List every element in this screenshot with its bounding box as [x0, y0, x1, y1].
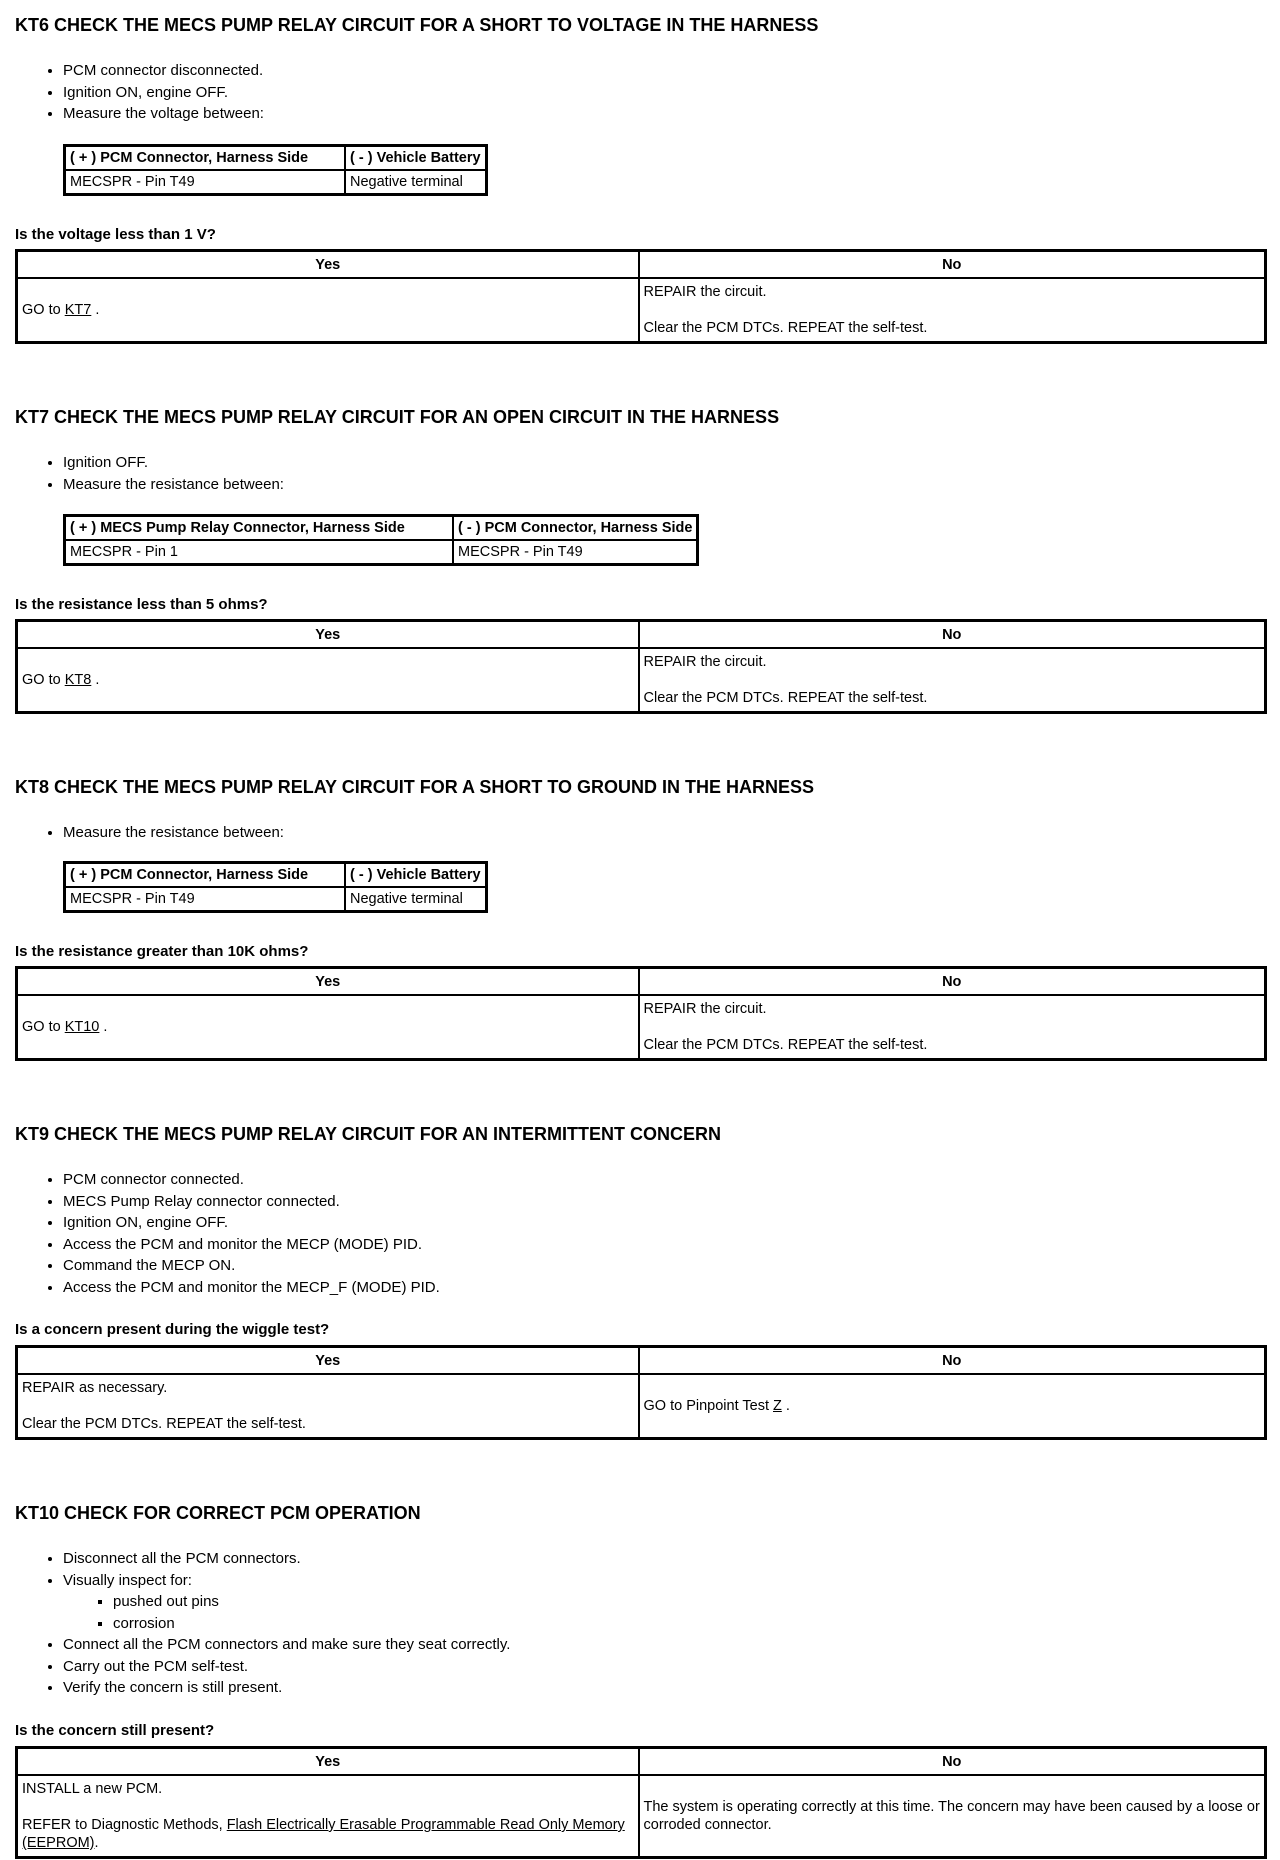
list-item: • Command the MECP ON.: [63, 1255, 440, 1277]
list-item: • PCM connector connected.: [63, 1169, 440, 1191]
no-cell: GO to Pinpoint Test Z .: [639, 1374, 1266, 1439]
yes-no-table: [15, 1746, 1267, 1859]
step-list: [15, 1169, 440, 1298]
section-title: KT7 CHECK THE MECS PUMP RELAY CIRCUIT FOR AN OPEN CIRCUIT IN THE HARNESS: [15, 407, 780, 427]
yes-header: Yes: [17, 1748, 639, 1776]
no-cell: The system is operating correctly at this time. The concern may have been caused by a loose or corroded connector.: [639, 1775, 1266, 1858]
meas-value-negative: MECSPR - Pin T49: [453, 540, 698, 565]
list-item: • Access the PCM and monitor the MECP (MODE) PID.: [63, 1234, 440, 1256]
measurement-table: [63, 514, 699, 566]
yes-no-table: [15, 619, 1267, 714]
sub-list-item: ▪ corrosion: [113, 1613, 510, 1635]
pinpoint-test-z-link[interactable]: Z: [773, 1398, 782, 1414]
eeprom-flash-link[interactable]: Flash Electrically Erasable Programmable Read Only Memory (EEPROM): [22, 1817, 625, 1851]
yes-header: Yes: [17, 968, 639, 996]
section-title: KT8 CHECK THE MECS PUMP RELAY CIRCUIT FOR A SHORT TO GROUND IN THE HARNESS: [15, 777, 815, 797]
no-header: No: [639, 251, 1266, 279]
yes-cell: GO to KT10 .: [17, 995, 639, 1060]
question: Is the resistance less than 5 ohms?: [15, 596, 268, 613]
yes-cell: INSTALL a new PCM. REFER to Diagnostic Methods, Flash Electrically Erasable Programmable Read Only Memory (EEPROM).: [17, 1775, 639, 1858]
meas-header-negative: ( - ) Vehicle Battery: [345, 863, 486, 888]
yes-header: Yes: [17, 621, 639, 649]
meas-header-positive: ( + ) PCM Connector, Harness Side: [65, 146, 346, 171]
meas-header-positive: ( + ) MECS Pump Relay Connector, Harness Side: [65, 516, 454, 541]
no-cell: REPAIR the circuit. Clear the PCM DTCs. REPEAT the self-test.: [639, 648, 1266, 713]
meas-value-positive: MECSPR - Pin T49: [65, 887, 346, 912]
step-list: [15, 1548, 510, 1699]
step-list: [15, 822, 284, 844]
question: Is the resistance greater than 10K ohms?: [15, 943, 309, 960]
step-list: [15, 452, 284, 495]
meas-header-negative: ( - ) Vehicle Battery: [345, 146, 486, 171]
list-item: • Access the PCM and monitor the MECP_F (MODE) PID.: [63, 1277, 440, 1299]
yes-no-table: [15, 249, 1267, 344]
sub-list-item: ▪ pushed out pins: [113, 1591, 510, 1613]
list-item: • Measure the resistance between:: [63, 822, 284, 844]
list-item: • MECS Pump Relay connector connected.: [63, 1191, 440, 1213]
list-item: • Ignition ON, engine OFF.: [63, 82, 264, 104]
yes-header: Yes: [17, 251, 639, 279]
question: Is a concern present during the wiggle test?: [15, 1321, 330, 1338]
list-item: • Carry out the PCM self-test.: [63, 1656, 510, 1678]
list-item: • Ignition ON, engine OFF.: [63, 1212, 440, 1234]
goto-kt7-link[interactable]: KT7: [64, 302, 92, 318]
meas-header-negative: ( - ) PCM Connector, Harness Side: [453, 516, 698, 541]
list-item: • Connect all the PCM connectors and make sure they seat correctly.: [63, 1634, 510, 1656]
yes-cell: GO to KT8 .: [17, 648, 639, 713]
yes-cell: REPAIR as necessary. Clear the PCM DTCs. REPEAT the self-test.: [17, 1374, 639, 1439]
measurement-table: [63, 861, 488, 913]
section-title: KT10 CHECK FOR CORRECT PCM OPERATION: [15, 1503, 421, 1523]
meas-header-positive: ( + ) PCM Connector, Harness Side: [65, 863, 346, 888]
yes-header: Yes: [17, 1347, 639, 1375]
goto-kt8-link[interactable]: KT8: [64, 672, 92, 688]
meas-value-negative: Negative terminal: [345, 887, 486, 912]
list-item: • Visually inspect for: ▪ pushed out pins ▪ corrosion: [63, 1570, 510, 1635]
list-item: • PCM connector disconnected.: [63, 60, 264, 82]
no-header: No: [639, 1748, 1266, 1776]
list-item: • Measure the resistance between:: [63, 474, 284, 496]
yes-cell: GO to KT7 .: [17, 278, 639, 343]
list-item: • Measure the voltage between:: [63, 103, 264, 125]
no-header: No: [639, 621, 1266, 649]
no-header: No: [639, 1347, 1266, 1375]
meas-value-negative: Negative terminal: [345, 170, 486, 195]
yes-no-table: [15, 1345, 1267, 1440]
section-title: KT9 CHECK THE MECS PUMP RELAY CIRCUIT FOR AN INTERMITTENT CONCERN: [15, 1124, 722, 1144]
question: Is the voltage less than 1 V?: [15, 226, 216, 243]
yes-no-table: [15, 966, 1267, 1061]
list-item: • Ignition OFF.: [63, 452, 284, 474]
sub-list: [63, 1591, 510, 1634]
section-title: KT6 CHECK THE MECS PUMP RELAY CIRCUIT FOR A SHORT TO VOLTAGE IN THE HARNESS: [15, 15, 819, 35]
meas-value-positive: MECSPR - Pin 1: [65, 540, 454, 565]
goto-kt10-link[interactable]: KT10: [64, 1019, 100, 1035]
no-cell: REPAIR the circuit. Clear the PCM DTCs. REPEAT the self-test.: [639, 995, 1266, 1060]
no-cell: REPAIR the circuit. Clear the PCM DTCs. REPEAT the self-test.: [639, 278, 1266, 343]
question: Is the concern still present?: [15, 1722, 215, 1739]
meas-value-positive: MECSPR - Pin T49: [65, 170, 346, 195]
list-item: • Disconnect all the PCM connectors.: [63, 1548, 510, 1570]
step-list: [15, 60, 264, 125]
list-item: • Verify the concern is still present.: [63, 1677, 510, 1699]
measurement-table: [63, 144, 488, 196]
no-header: No: [639, 968, 1266, 996]
